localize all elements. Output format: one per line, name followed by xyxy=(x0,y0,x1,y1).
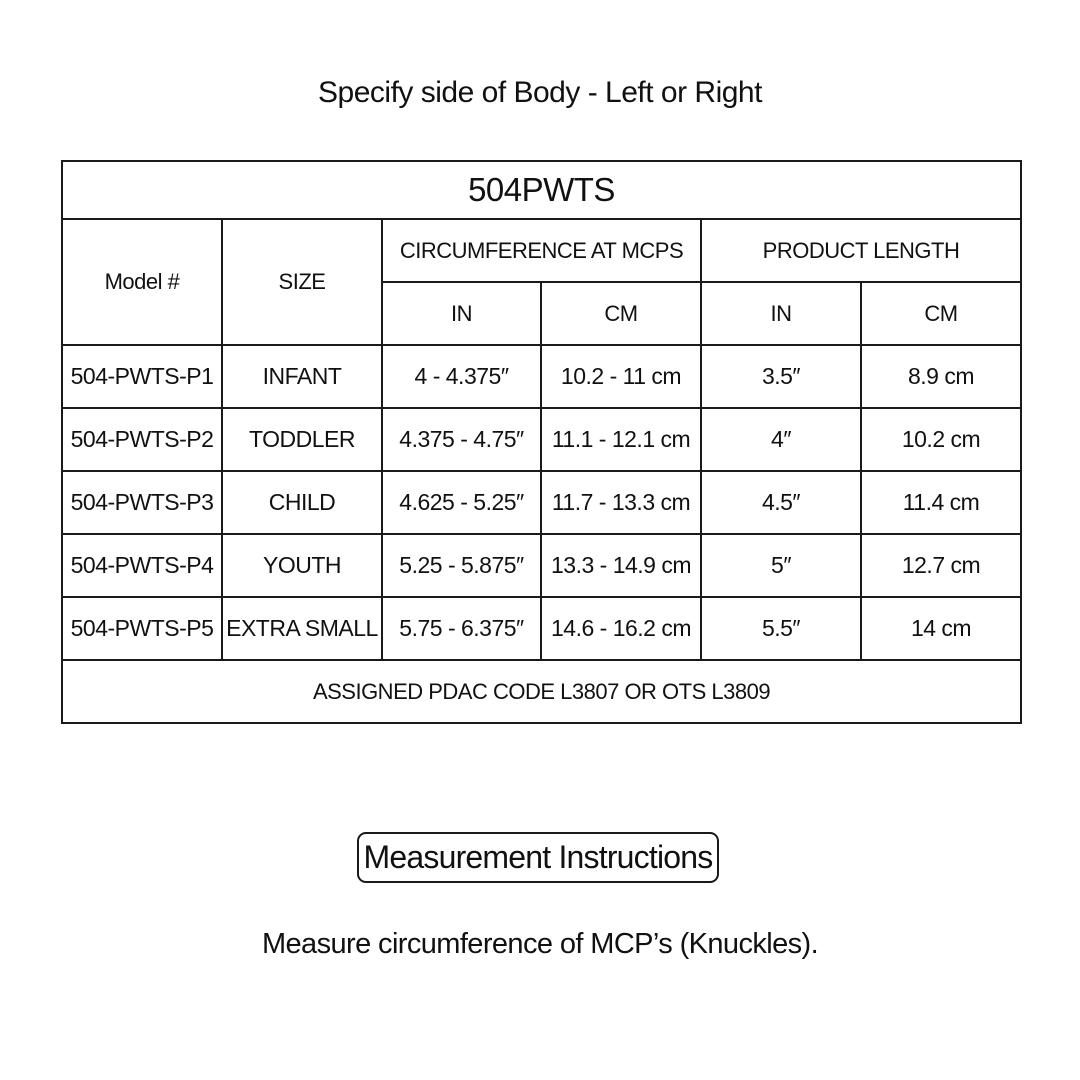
page-subtitle: Specify side of Body - Left or Right xyxy=(318,76,762,109)
cell-model: 504-PWTS-P2 xyxy=(62,408,222,471)
table-footer-row xyxy=(62,660,1021,723)
header-circ-cm: CM xyxy=(541,282,701,345)
header-size: SIZE xyxy=(222,219,382,345)
cell-len-cm: 12.7 cm xyxy=(861,534,1021,597)
cell-len-in: 4″ xyxy=(701,408,861,471)
cell-circ-in: 5.25 - 5.875″ xyxy=(382,534,541,597)
cell-size: CHILD xyxy=(222,471,382,534)
cell-len-in: 5″ xyxy=(701,534,861,597)
table-row xyxy=(62,597,1021,660)
table-footer: ASSIGNED PDAC CODE L3807 OR OTS L3809 xyxy=(62,660,1021,723)
cell-size: INFANT xyxy=(222,345,382,408)
header-circumference: CIRCUMFERENCE AT MCPS xyxy=(382,219,701,282)
table-title-row xyxy=(62,161,1021,219)
cell-model: 504-PWTS-P3 xyxy=(62,471,222,534)
cell-size: TODDLER xyxy=(222,408,382,471)
instructions-heading-box xyxy=(357,832,719,883)
cell-len-cm: 8.9 cm xyxy=(861,345,1021,408)
cell-len-in: 3.5″ xyxy=(701,345,861,408)
cell-circ-cm: 14.6 - 16.2 cm xyxy=(541,597,701,660)
cell-len-cm: 14 cm xyxy=(861,597,1021,660)
table-row xyxy=(62,345,1021,408)
cell-circ-in: 4.375 - 4.75″ xyxy=(382,408,541,471)
header-circ-in: IN xyxy=(382,282,541,345)
cell-len-cm: 10.2 cm xyxy=(861,408,1021,471)
table-title: 504PWTS xyxy=(62,161,1021,219)
cell-model: 504-PWTS-P4 xyxy=(62,534,222,597)
cell-model: 504-PWTS-P5 xyxy=(62,597,222,660)
cell-len-cm: 11.4 cm xyxy=(861,471,1021,534)
table-row xyxy=(62,534,1021,597)
cell-circ-in: 4.625 - 5.25″ xyxy=(382,471,541,534)
cell-len-in: 4.5″ xyxy=(701,471,861,534)
table-row xyxy=(62,471,1021,534)
header-product-length: PRODUCT LENGTH xyxy=(701,219,1021,282)
cell-circ-in: 5.75 - 6.375″ xyxy=(382,597,541,660)
cell-len-in: 5.5″ xyxy=(701,597,861,660)
header-len-cm: CM xyxy=(861,282,1021,345)
cell-size: EXTRA SMALL xyxy=(222,597,382,660)
cell-model: 504-PWTS-P1 xyxy=(62,345,222,408)
table-row xyxy=(62,408,1021,471)
size-chart-table xyxy=(61,160,1022,724)
cell-circ-cm: 10.2 - 11 cm xyxy=(541,345,701,408)
instructions-text: Measure circumference of MCP’s (Knuckles). xyxy=(261,928,819,960)
cell-circ-cm: 13.3 - 14.9 cm xyxy=(541,534,701,597)
header-model: Model # xyxy=(62,219,222,345)
header-len-in: IN xyxy=(701,282,861,345)
table-header-row xyxy=(62,219,1021,282)
cell-circ-cm: 11.1 - 12.1 cm xyxy=(541,408,701,471)
cell-size: YOUTH xyxy=(222,534,382,597)
cell-circ-in: 4 - 4.375″ xyxy=(382,345,541,408)
cell-circ-cm: 11.7 - 13.3 cm xyxy=(541,471,701,534)
instructions-heading: Measurement Instructions xyxy=(363,839,713,875)
